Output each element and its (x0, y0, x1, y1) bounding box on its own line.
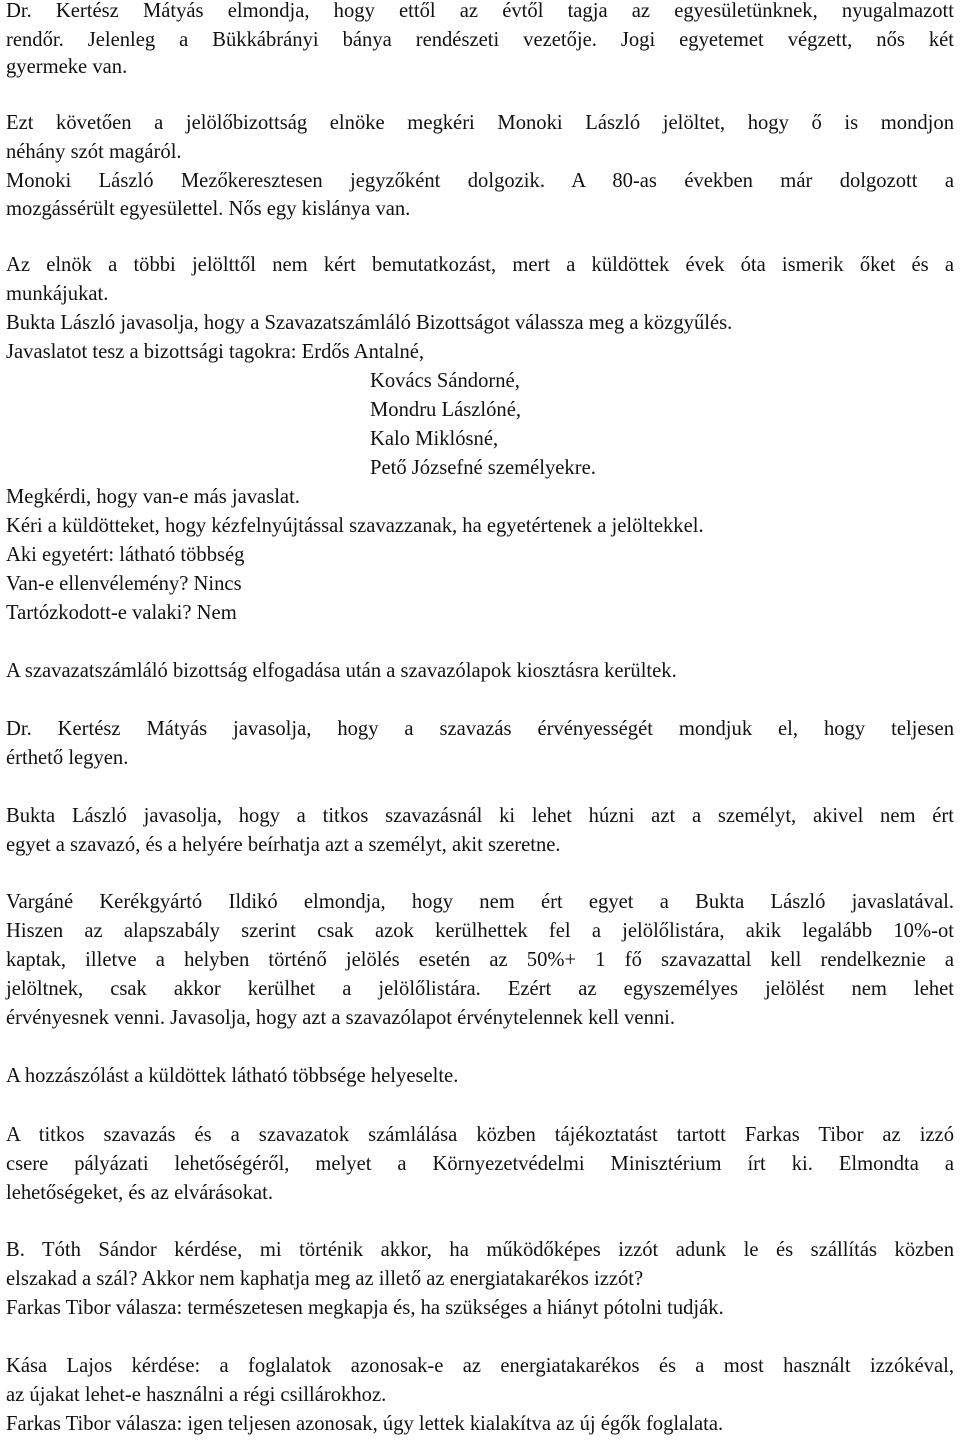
text-line: kaptak, illetve a helyben történő jelölés esetén az 50%+ 1 fő szavazattal kell rendelkeznie a (6, 949, 954, 971)
text-line: Aki egyetért: látható többség (6, 544, 245, 566)
text-line: csere pályázati lehetőségéről, melyet a Környezetvédelmi Minisztérium írt ki. Elmondta a (6, 1153, 954, 1175)
text-line: érvényesnek venni. Javasolja, hogy azt a szavazólapot érvénytelennek kell venni. (6, 1007, 676, 1029)
text-line: érthető legyen. (6, 747, 129, 769)
text-line: Az elnök a többi jelölttől nem kért bemutatkozást, mert a küldöttek évek óta ismerik őket és a (6, 254, 954, 276)
text-line: egyet a szavazó, és a helyére beírhatja azt a személyt, akit szeretne. (6, 834, 561, 856)
text-line: Vargáné Kerékgyártó Ildikó elmondja, hogy nem ért egyet a Bukta László javaslatával. (6, 891, 954, 913)
text-line: Dr. Kertész Mátyás elmondja, hogy ettől az évtől tagja az egyesületünknek, nyugalmazott (6, 0, 954, 22)
text-line: A hozzászólást a küldöttek látható többsége helyeselte. (6, 1065, 459, 1087)
text-line: B. Tóth Sándor kérdése, mi történik akkor, ha működőképes izzót adunk le és szállítás közben (6, 1239, 954, 1261)
text-line: Van-e ellenvélemény? Nincs (6, 573, 242, 595)
text-line: jelöltnek, csak akkor kerülhet a jelölőlistára. Ezért az egyszemélyes jelölést nem lehet (6, 978, 954, 1000)
text-line: lehetőségeket, és az elvárásokat. (6, 1182, 274, 1204)
text-line: Farkas Tibor válasza: természetesen megkapja és, ha szükséges a hiányt pótolni tudják. (6, 1297, 724, 1319)
text-line: Megkérdi, hogy van-e más javaslat. (6, 486, 300, 508)
text-line: Kása Lajos kérdése: a foglalatok azonosak-e az energiatakarékos és a most használt izzókéval, (6, 1355, 954, 1377)
text-line: mozgássérült egyesülettel. Nős egy kislánya van. (6, 198, 411, 220)
text-line: Bukta László javasolja, hogy a Szavazatszámláló Bizottságot válassza meg a közgyűlés. (6, 312, 733, 334)
text-line: Farkas Tibor válasza: igen teljesen azonosak, úgy lettek kialakítva az új égők foglalata. (6, 1413, 724, 1435)
committee-member-line: Kovács Sándorné, (370, 370, 520, 392)
text-line: A titkos szavazás és a szavazatok számlálása közben tájékoztatást tartott Farkas Tibor az izzó (6, 1124, 954, 1146)
text-line: Monoki László Mezőkeresztesen jegyzőként dolgozik. A 80-as években már dolgozott a (6, 170, 954, 192)
text-line: Dr. Kertész Mátyás javasolja, hogy a szavazás érvényességét mondjuk el, hogy teljesen (6, 718, 954, 740)
text-line: elszakad a szál? Akkor nem kaphatja meg az illető az energiatakarékos izzót? (6, 1268, 644, 1290)
text-line: Kéri a küldötteket, hogy kézfelnyújtással szavazzanak, ha egyetértenek a jelöltekkel. (6, 515, 704, 537)
text-line: Ezt követően a jelölőbizottság elnöke megkéri Monoki László jelöltet, hogy ő is mondjon (6, 112, 954, 134)
committee-member-line: Pető Józsefné személyekre. (370, 457, 596, 479)
text-line: A szavazatszámláló bizottság elfogadása után a szavazólapok kiosztásra kerültek. (6, 660, 677, 682)
text-line: rendőr. Jelenleg a Bükkábrányi bánya rendészeti vezetője. Jogi egyetemet végzett, nős két (6, 29, 954, 51)
committee-member-line: Kalo Miklósné, (370, 428, 499, 450)
text-line: Bukta László javasolja, hogy a titkos szavazásnál ki lehet húzni azt a személyt, akivel nem ért (6, 805, 954, 827)
text-line: gyermeke van. (6, 56, 128, 78)
committee-member-line: Mondru Lászlóné, (370, 399, 521, 421)
text-line: Hiszen az alapszabály szerint csak azok kerülhettek fel a jelölőlistára, akik legalább 10%-ot (6, 920, 954, 942)
text-line: néhány szót magáról. (6, 141, 182, 163)
text-line: munkájukat. (6, 283, 109, 305)
text-line: az újakat lehet-e használni a régi csillárokhoz. (6, 1384, 387, 1406)
text-line: Javaslatot tesz a bizottsági tagokra: Erdős Antalné, (6, 341, 425, 363)
text-line: Tartózkodott-e valaki? Nem (6, 602, 237, 624)
